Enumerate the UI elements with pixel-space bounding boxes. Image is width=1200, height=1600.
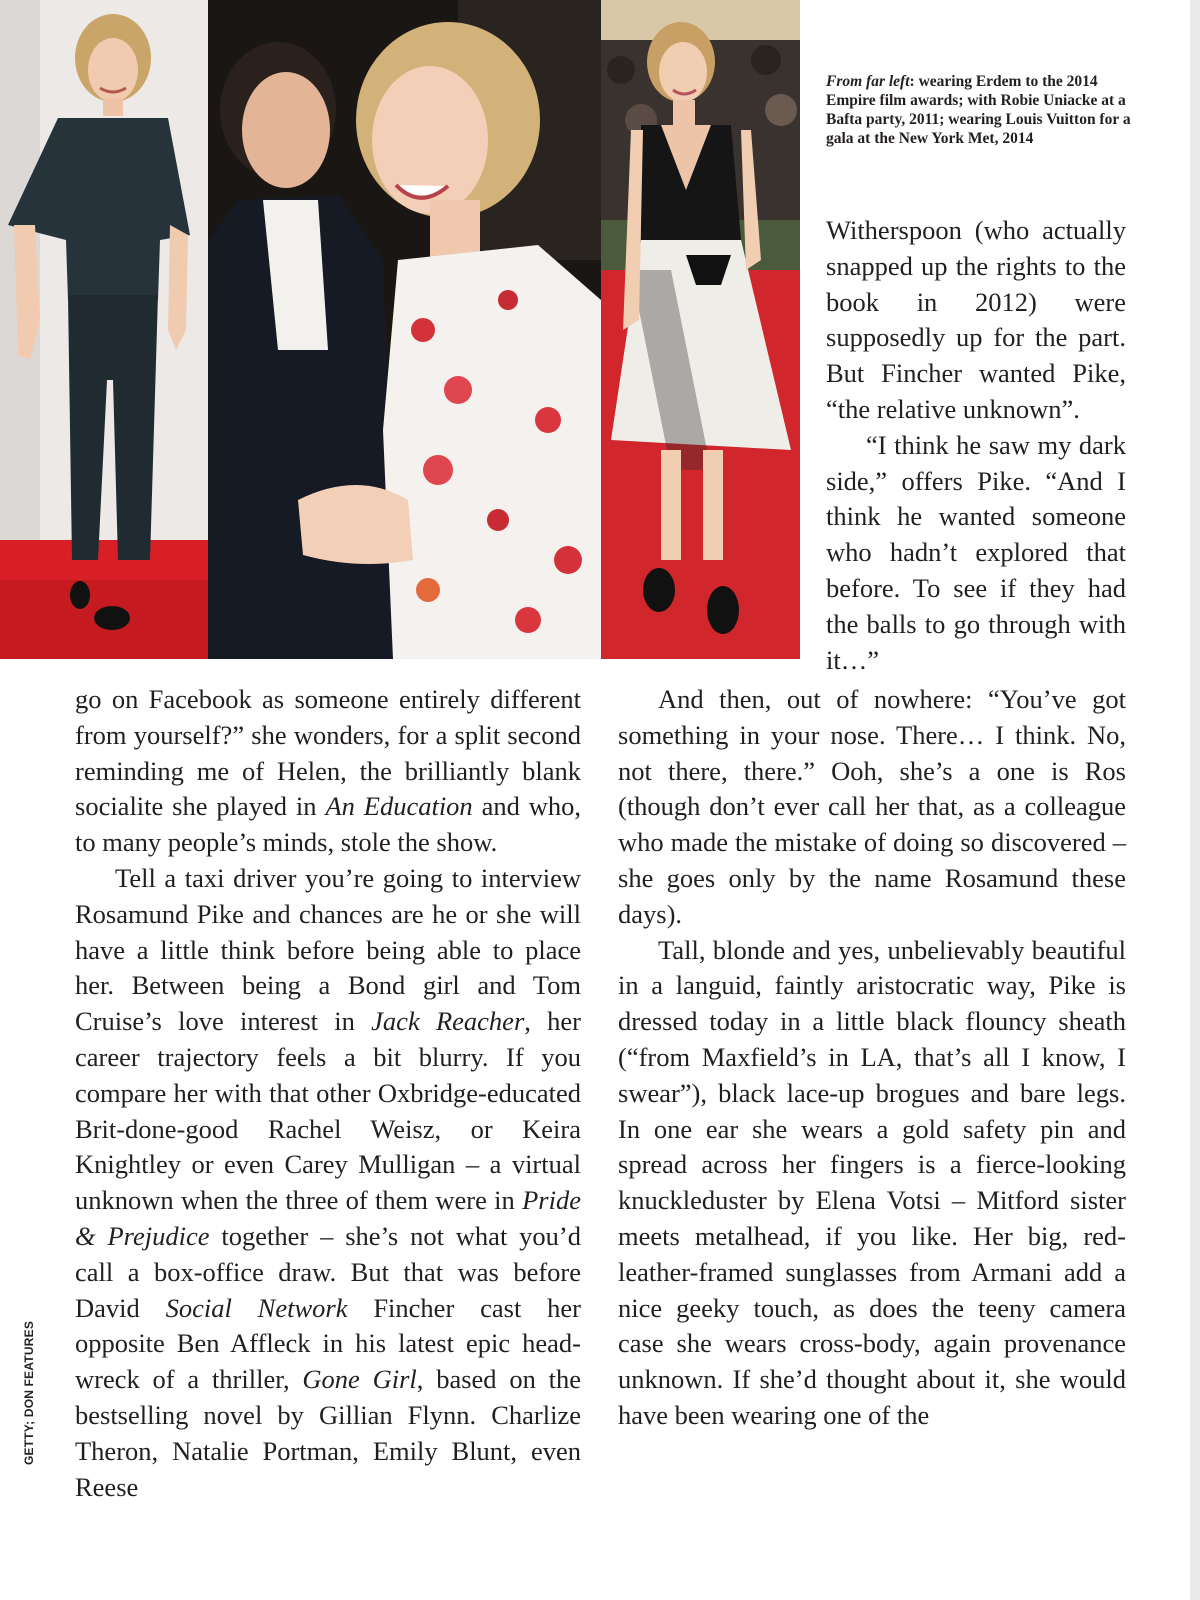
paragraph: “I think he saw my dark side,” offers Pike. “And I think he wanted someone who hadn’t explored that before. To see if they had the balls to go through with it…” xyxy=(826,429,1126,675)
text-run: go on Facebook as someone entirely different from yourself?” she wonders, for a split second reminding me of Helen, the brilliantly blank socialite she played in xyxy=(75,684,581,822)
photo-erdem-empire-awards xyxy=(0,0,208,659)
caption-lead: From far left xyxy=(826,73,910,90)
paragraph xyxy=(75,682,581,861)
text-run: , her career trajectory feels a bit blurry. If you compare her with that other Oxbridge-educated Brit-done-good Rachel Weisz, or Keira Knightley or even Carey Mulligan – a virtual unknown when the three of them were in xyxy=(75,1006,581,1216)
photo-bafta-party xyxy=(208,0,601,659)
text-run: Tell a taxi driver you’re going to interview Rosamund Pike and chances are he or she will have a little think before being able to place her. Between being a Bond girl and Tom Cruise’s love interest in xyxy=(75,862,581,1037)
photo-met-gala xyxy=(601,0,800,659)
page-edge xyxy=(1190,0,1200,1600)
film-title: Jack Reacher xyxy=(371,1006,525,1037)
caption-body: : wearing Erdem to the 2014 Empire film awards; with Robie Uniacke at a Bafta party, 2011; wearing Louis Vuitton for a gala at the New York Met, 2014 xyxy=(826,73,1131,147)
paragraph xyxy=(75,861,581,1505)
paragraph: And then, out of nowhere: “You’ve got something in your nose. There… I think. No, not there, there.” Ooh, she’s a one is Ros (though don’t ever call her that, as a colleague who made the mistake of doing so discovered – she goes only by the name Rosamund these days). xyxy=(618,684,1126,929)
paragraph: Tall, blonde and yes, unbelievably beautiful in a languid, faintly aristocratic way, Pike is dressed today in a little black flouncy sheath (“from Maxfield’s in LA, that’s all I know, I swear”), black lace-up brogues and bare legs. In one ear she wears a gold safety pin and spread across her fingers is a fierce-looking knuckleduster by Elena Votsi – Mitford sister meets metalhead, if you like. Her big, red-leather-framed sunglasses from Armani add a nice geeky touch, as does the teeny camera case she wears cross-body, again provenance unknown. If she’d thought about it, she would have been wearing one of the xyxy=(618,934,1126,1430)
paragraph: Witherspoon (who actually snapped up the rights to the book in 2012) were supposedly up for the part. But Fincher wanted Pike, “the relative unknown”. xyxy=(826,215,1126,424)
article-column-top-right xyxy=(826,213,1126,678)
film-title: Social Network xyxy=(165,1292,348,1323)
text-run: together – she’s not what you’d call a box-office draw. But that was before David xyxy=(75,1220,581,1323)
film-title: Pride & Prejudice xyxy=(75,1185,581,1251)
photo-caption xyxy=(826,72,1146,148)
text-run: , based on the bestselling novel by Gillian Flynn. Charlize Theron, Natalie Portman, Emily Blunt, even Reese xyxy=(75,1364,582,1502)
article-column-left xyxy=(75,682,581,1505)
photo-credit: GETTY; DON FEATURES xyxy=(22,1320,36,1465)
film-title: Gone Girl xyxy=(302,1364,417,1395)
text-run: and who, to many people’s minds, stole the show. xyxy=(75,791,581,858)
article-column-right xyxy=(618,682,1126,1434)
text-run: Fincher cast her opposite Ben Affleck in his latest epic head-wreck of a thriller, xyxy=(75,1292,581,1395)
film-title: An Education xyxy=(325,791,473,822)
